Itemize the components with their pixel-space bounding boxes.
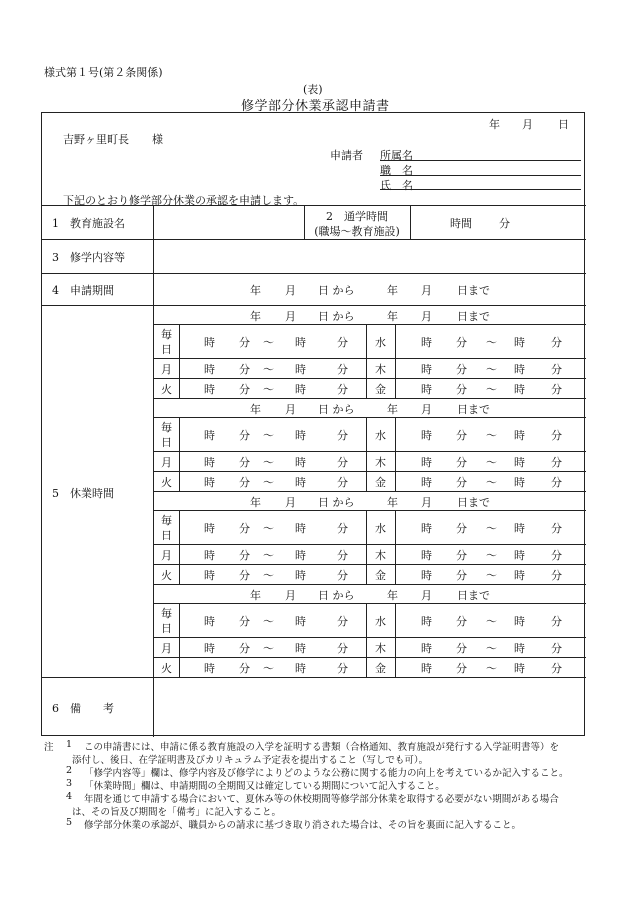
tilde: ～ xyxy=(263,429,274,442)
hour-unit: 時 xyxy=(295,476,306,489)
hour-unit: 時 xyxy=(204,615,215,628)
note-number: 2 xyxy=(66,765,73,776)
weekday-wed: 水 xyxy=(375,429,386,442)
applicant-name-label: 氏 名 xyxy=(380,179,413,192)
tilde: ～ xyxy=(263,383,274,396)
leave-period-month: 月 xyxy=(285,496,296,509)
minute-unit: 分 xyxy=(239,476,250,489)
leave-period-from: 日 から xyxy=(318,496,355,509)
minute-unit: 分 xyxy=(337,476,348,489)
hour-unit: 時 xyxy=(421,476,432,489)
tilde: ～ xyxy=(486,549,497,562)
weekday-tue: 火 xyxy=(161,662,172,675)
minute-unit: 分 xyxy=(337,569,348,582)
page-title: 修学部分休業承認申請書 xyxy=(241,99,390,114)
hour-unit: 時 xyxy=(204,642,215,655)
minute-unit: 分 xyxy=(456,522,467,535)
application-form xyxy=(41,112,585,736)
leave-period-year: 年 xyxy=(387,496,398,509)
side-label: (表) xyxy=(303,83,323,96)
grid-line xyxy=(366,510,367,584)
hour-unit: 時 xyxy=(514,429,525,442)
grid-line xyxy=(179,417,180,491)
hour-unit: 時 xyxy=(421,615,432,628)
minute-unit: 分 xyxy=(337,522,348,535)
weekday-wed: 水 xyxy=(375,336,386,349)
grid-line xyxy=(42,305,586,306)
grid-line xyxy=(395,603,396,677)
note-text: 修学部分休業の承認が、職員からの請求に基づき取り消された場合は、その旨を裏面に記入すること。 xyxy=(84,820,522,831)
grid-line xyxy=(42,677,586,678)
weekday-everyday: 日 xyxy=(161,436,172,449)
leave-period-from: 日 から xyxy=(318,589,355,602)
weekday-everyday: 毎 xyxy=(161,514,172,527)
grid-line xyxy=(42,273,586,274)
hour-unit: 時 xyxy=(421,662,432,675)
minute-unit: 分 xyxy=(551,662,562,675)
hour-unit: 時 xyxy=(514,522,525,535)
leave-period-month: 月 xyxy=(421,403,432,416)
minute-unit: 分 xyxy=(239,456,250,469)
hour-unit: 時 xyxy=(295,662,306,675)
hour-unit: 時 xyxy=(295,569,306,582)
weekday-wed: 水 xyxy=(375,522,386,535)
note-text: 「修学内容等」欄は、修学内容及び修学によりどのような公務に関する能力の向上を考えているか記入すること。 xyxy=(84,768,569,779)
leave-period-month: 月 xyxy=(421,310,432,323)
grid-line xyxy=(366,417,367,491)
weekday-thu: 木 xyxy=(375,642,386,655)
leave-period-month: 月 xyxy=(285,310,296,323)
hour-unit: 時 xyxy=(204,429,215,442)
period-from: 日 から xyxy=(318,284,355,297)
addressee-name: 吉野ヶ里町長 xyxy=(63,133,129,146)
minute-unit: 分 xyxy=(239,383,250,396)
note-number: 1 xyxy=(66,739,73,750)
weekday-thu: 木 xyxy=(375,549,386,562)
minute-unit: 分 xyxy=(239,429,250,442)
form-number: 様式第１号(第２条関係) xyxy=(44,66,163,79)
minute-unit: 分 xyxy=(239,363,250,376)
weekday-mon: 月 xyxy=(161,456,172,469)
minute-unit: 分 xyxy=(337,456,348,469)
minute-unit: 分 xyxy=(551,476,562,489)
leave-period-year: 年 xyxy=(250,589,261,602)
grid-line xyxy=(153,378,586,379)
grid-line xyxy=(366,324,367,398)
facility-label: 1 教育施設名 xyxy=(52,217,125,230)
applicant-position-label: 職 名 xyxy=(380,164,413,177)
minute-unit: 分 xyxy=(456,615,467,628)
note-text: この申請書には、申請に係る教育施設の入学を証明する書類（合格通知、教育施設が発行する入学証明書等）を xyxy=(84,742,560,753)
weekday-mon: 月 xyxy=(161,363,172,376)
grid-line xyxy=(153,491,586,492)
hour-unit: 時 xyxy=(421,363,432,376)
hour-unit: 時 xyxy=(421,642,432,655)
hour-unit: 時 xyxy=(514,549,525,562)
leave-period-month: 月 xyxy=(421,496,432,509)
minute-unit: 分 xyxy=(551,363,562,376)
hour-unit: 時 xyxy=(421,336,432,349)
hour-unit: 時 xyxy=(295,383,306,396)
weekday-fri: 金 xyxy=(375,662,386,675)
tilde: ～ xyxy=(486,363,497,376)
leave-period-until: 日まで xyxy=(457,403,490,416)
hour-unit: 時 xyxy=(295,456,306,469)
hour-unit: 時 xyxy=(295,615,306,628)
grid-line xyxy=(153,657,586,658)
hour-unit: 時 xyxy=(204,569,215,582)
grid-line xyxy=(179,510,180,584)
minute-unit: 分 xyxy=(456,662,467,675)
grid-line xyxy=(153,544,586,545)
hour-unit: 時 xyxy=(204,363,215,376)
minute-unit: 分 xyxy=(551,429,562,442)
period-year: 年 xyxy=(387,284,398,297)
tilde: ～ xyxy=(263,569,274,582)
hour-unit: 時 xyxy=(295,549,306,562)
weekday-everyday: 日 xyxy=(161,622,172,635)
minute-unit: 分 xyxy=(239,336,250,349)
hour-unit: 時 xyxy=(204,662,215,675)
remarks-label: 6 備 考 xyxy=(52,702,114,715)
date-year: 年 xyxy=(489,118,500,131)
commute-label-line1: 2 通学時間 xyxy=(326,210,388,223)
weekday-everyday: 日 xyxy=(161,343,172,356)
minute-unit: 分 xyxy=(456,476,467,489)
grid-line xyxy=(179,603,180,677)
minute-unit: 分 xyxy=(551,522,562,535)
minute-unit: 分 xyxy=(337,549,348,562)
commute-label-line2: (職場～教育施設) xyxy=(314,225,400,238)
minute-unit: 分 xyxy=(456,456,467,469)
tilde: ～ xyxy=(486,476,497,489)
leave-period-month: 月 xyxy=(421,589,432,602)
tilde: ～ xyxy=(486,642,497,655)
leave-period-year: 年 xyxy=(250,403,261,416)
hour-unit: 時 xyxy=(421,522,432,535)
weekday-tue: 火 xyxy=(161,569,172,582)
tilde: ～ xyxy=(263,642,274,655)
period-month: 月 xyxy=(421,284,432,297)
period-until: 日まで xyxy=(457,284,490,297)
minute-unit: 分 xyxy=(551,615,562,628)
affiliation-underline xyxy=(380,160,581,161)
tilde: ～ xyxy=(486,336,497,349)
leave-period-until: 日まで xyxy=(457,496,490,509)
weekday-tue: 火 xyxy=(161,383,172,396)
hour-unit: 時 xyxy=(204,549,215,562)
commute-minutes-unit: 分 xyxy=(499,217,510,230)
period-year: 年 xyxy=(250,284,261,297)
hour-unit: 時 xyxy=(421,456,432,469)
grid-line xyxy=(153,358,586,359)
position-underline xyxy=(380,175,581,176)
leave-period-year: 年 xyxy=(387,403,398,416)
leave-period-year: 年 xyxy=(250,496,261,509)
content-label: 3 修学内容等 xyxy=(52,251,125,264)
leave-period-from: 日 から xyxy=(318,403,355,416)
name-underline xyxy=(380,189,581,190)
minute-unit: 分 xyxy=(337,429,348,442)
hour-unit: 時 xyxy=(204,383,215,396)
weekday-wed: 水 xyxy=(375,615,386,628)
grid-line xyxy=(153,398,586,399)
tilde: ～ xyxy=(486,522,497,535)
hour-unit: 時 xyxy=(514,476,525,489)
hour-unit: 時 xyxy=(204,476,215,489)
grid-line xyxy=(153,603,586,604)
date-month: 月 xyxy=(522,118,533,131)
minute-unit: 分 xyxy=(337,383,348,396)
hour-unit: 時 xyxy=(295,642,306,655)
leave-period-year: 年 xyxy=(250,310,261,323)
minute-unit: 分 xyxy=(239,549,250,562)
weekday-mon: 月 xyxy=(161,549,172,562)
hour-unit: 時 xyxy=(421,429,432,442)
tilde: ～ xyxy=(486,456,497,469)
weekday-fri: 金 xyxy=(375,383,386,396)
minute-unit: 分 xyxy=(239,615,250,628)
tilde: ～ xyxy=(486,429,497,442)
weekday-thu: 木 xyxy=(375,363,386,376)
tilde: ～ xyxy=(263,456,274,469)
minute-unit: 分 xyxy=(456,363,467,376)
hour-unit: 時 xyxy=(204,522,215,535)
leave-period-year: 年 xyxy=(387,589,398,602)
grid-line xyxy=(42,205,586,206)
minute-unit: 分 xyxy=(551,569,562,582)
weekday-everyday: 日 xyxy=(161,529,172,542)
minute-unit: 分 xyxy=(456,569,467,582)
hour-unit: 時 xyxy=(295,363,306,376)
tilde: ～ xyxy=(263,662,274,675)
note-number: 4 xyxy=(66,791,73,802)
tilde: ～ xyxy=(486,662,497,675)
minute-unit: 分 xyxy=(337,662,348,675)
minute-unit: 分 xyxy=(239,522,250,535)
weekday-everyday: 毎 xyxy=(161,328,172,341)
minute-unit: 分 xyxy=(456,336,467,349)
grid-line xyxy=(153,471,586,472)
hour-unit: 時 xyxy=(514,662,525,675)
note-text: 「休業時間」欄は、申請期間の全期間又は確定している期間について記入すること。 xyxy=(84,781,445,792)
leave-period-until: 日まで xyxy=(457,589,490,602)
hour-unit: 時 xyxy=(421,549,432,562)
leave-period-month: 月 xyxy=(285,403,296,416)
grid-line xyxy=(153,324,586,325)
leave-period-year: 年 xyxy=(387,310,398,323)
note-number: 3 xyxy=(66,778,73,789)
tilde: ～ xyxy=(263,336,274,349)
weekday-mon: 月 xyxy=(161,642,172,655)
intro-text: 下記のとおり修学部分休業の承認を申請します。 xyxy=(63,194,305,207)
minute-unit: 分 xyxy=(456,549,467,562)
tilde: ～ xyxy=(263,476,274,489)
period-month: 月 xyxy=(285,284,296,297)
note-text: は、その旨及び期間を「備考」に記入すること。 xyxy=(72,807,282,818)
minute-unit: 分 xyxy=(456,383,467,396)
tilde: ～ xyxy=(263,522,274,535)
grid-line xyxy=(153,417,586,418)
minute-unit: 分 xyxy=(551,456,562,469)
grid-line xyxy=(42,239,586,240)
leave-period-from: 日 から xyxy=(318,310,355,323)
note-text: 年間を通じて申請する場合において、夏休み等の休校期間等修学部分休業を取得する必要がない期間がある場合 xyxy=(84,794,559,805)
grid-line xyxy=(153,564,586,565)
notes-label: 注 xyxy=(44,742,54,753)
minute-unit: 分 xyxy=(551,642,562,655)
weekday-fri: 金 xyxy=(375,476,386,489)
commute-hours-unit: 時間 xyxy=(450,217,472,230)
grid-line xyxy=(153,451,586,452)
weekday-everyday: 毎 xyxy=(161,607,172,620)
grid-line xyxy=(366,603,367,677)
applicant-affiliation-label: 所属名 xyxy=(380,149,413,162)
minute-unit: 分 xyxy=(337,363,348,376)
hour-unit: 時 xyxy=(514,336,525,349)
minute-unit: 分 xyxy=(239,662,250,675)
hour-unit: 時 xyxy=(295,522,306,535)
note-number: 5 xyxy=(66,817,73,828)
hour-unit: 時 xyxy=(514,363,525,376)
minute-unit: 分 xyxy=(551,383,562,396)
hour-unit: 時 xyxy=(204,456,215,469)
hour-unit: 時 xyxy=(514,569,525,582)
grid-line xyxy=(153,510,586,511)
grid-line xyxy=(153,637,586,638)
minute-unit: 分 xyxy=(551,336,562,349)
tilde: ～ xyxy=(486,383,497,396)
minute-unit: 分 xyxy=(239,569,250,582)
hour-unit: 時 xyxy=(295,429,306,442)
minute-unit: 分 xyxy=(239,642,250,655)
weekday-everyday: 毎 xyxy=(161,421,172,434)
hour-unit: 時 xyxy=(421,383,432,396)
hour-unit: 時 xyxy=(295,336,306,349)
grid-line xyxy=(395,324,396,398)
hour-unit: 時 xyxy=(514,615,525,628)
period-label: 4 申請期間 xyxy=(52,284,114,297)
applicant-label: 申請者 xyxy=(330,149,363,162)
minute-unit: 分 xyxy=(551,549,562,562)
date-day: 日 xyxy=(558,118,569,131)
minute-unit: 分 xyxy=(456,429,467,442)
hour-unit: 時 xyxy=(514,642,525,655)
grid-line xyxy=(410,205,411,239)
weekday-tue: 火 xyxy=(161,476,172,489)
tilde: ～ xyxy=(263,615,274,628)
leave-label: 5 休業時間 xyxy=(52,487,114,500)
minute-unit: 分 xyxy=(456,642,467,655)
grid-line xyxy=(179,324,180,398)
leave-period-month: 月 xyxy=(285,589,296,602)
grid-line xyxy=(153,584,586,585)
weekday-fri: 金 xyxy=(375,569,386,582)
hour-unit: 時 xyxy=(514,383,525,396)
leave-period-until: 日まで xyxy=(457,310,490,323)
tilde: ～ xyxy=(486,569,497,582)
hour-unit: 時 xyxy=(514,456,525,469)
grid-line xyxy=(395,417,396,491)
minute-unit: 分 xyxy=(337,615,348,628)
tilde: ～ xyxy=(486,615,497,628)
tilde: ～ xyxy=(263,549,274,562)
addressee-honorific: 様 xyxy=(152,133,163,146)
minute-unit: 分 xyxy=(337,336,348,349)
grid-line xyxy=(395,510,396,584)
hour-unit: 時 xyxy=(204,336,215,349)
minute-unit: 分 xyxy=(337,642,348,655)
weekday-thu: 木 xyxy=(375,456,386,469)
hour-unit: 時 xyxy=(421,569,432,582)
note-text: 添付し、後日、在学証明書及びカリキュラム予定表を提出すること（写しでも可）。 xyxy=(72,755,429,766)
tilde: ～ xyxy=(263,363,274,376)
